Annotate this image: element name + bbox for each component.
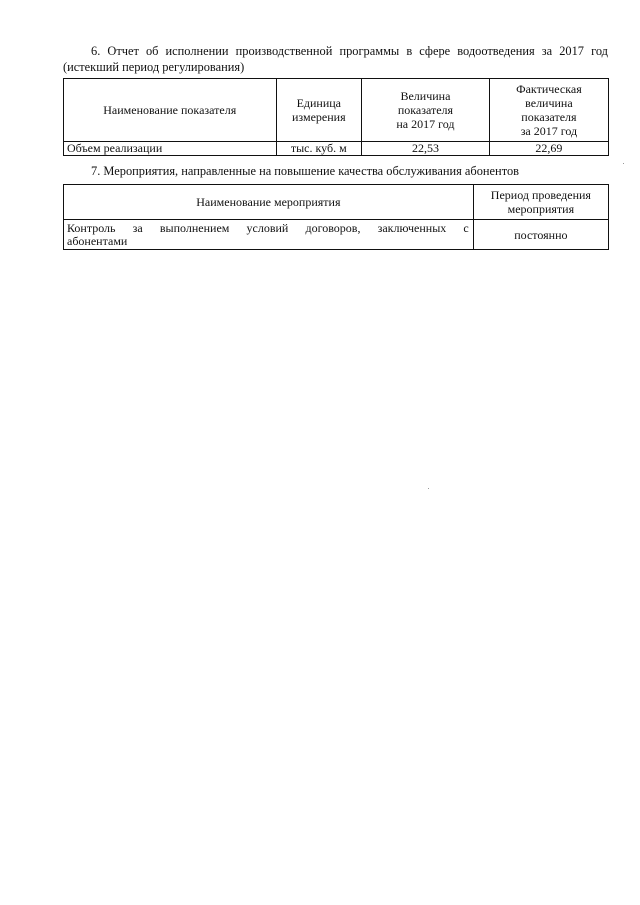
- header-indicator-name: Наименование показателя: [64, 79, 277, 142]
- production-program-report-table: [63, 78, 609, 156]
- cell-period: постоянно: [473, 220, 608, 250]
- table-header-row: [64, 79, 609, 142]
- section-6-heading-line2: (истекший период регулирования): [63, 60, 245, 74]
- service-quality-measures-table: [63, 184, 609, 250]
- scan-speck: [428, 488, 429, 489]
- cell-measure-name: Контроль за выполнением условий договоров, заключенных с абонентами: [64, 220, 474, 250]
- header-unit: Единица измерения: [276, 79, 362, 142]
- scan-speck: [623, 163, 624, 164]
- cell-indicator-name: Объем реализации: [64, 142, 277, 156]
- table-header-row: [64, 185, 609, 220]
- section-7-heading: 7. Мероприятия, направленные на повышение качества обслуживания абонентов: [91, 164, 519, 178]
- cell-actual-value: 22,69: [489, 142, 608, 156]
- header-planned-value: Величина показателя на 2017 год: [362, 79, 490, 142]
- header-actual-value: Фактическая величина показателя за 2017 год: [489, 79, 608, 142]
- header-period: Период проведения мероприятия: [473, 185, 608, 220]
- cell-planned-value: 22,53: [362, 142, 490, 156]
- cell-unit: тыс. куб. м: [276, 142, 362, 156]
- header-measure-name: Наименование мероприятия: [64, 185, 474, 220]
- table-row: [64, 220, 609, 250]
- section-6-heading-line1: 6. Отчет об исполнении производственной программы в сфере водоотведения за 2017 год: [91, 44, 608, 58]
- table-row: [64, 142, 609, 156]
- section-6-heading: [63, 43, 608, 75]
